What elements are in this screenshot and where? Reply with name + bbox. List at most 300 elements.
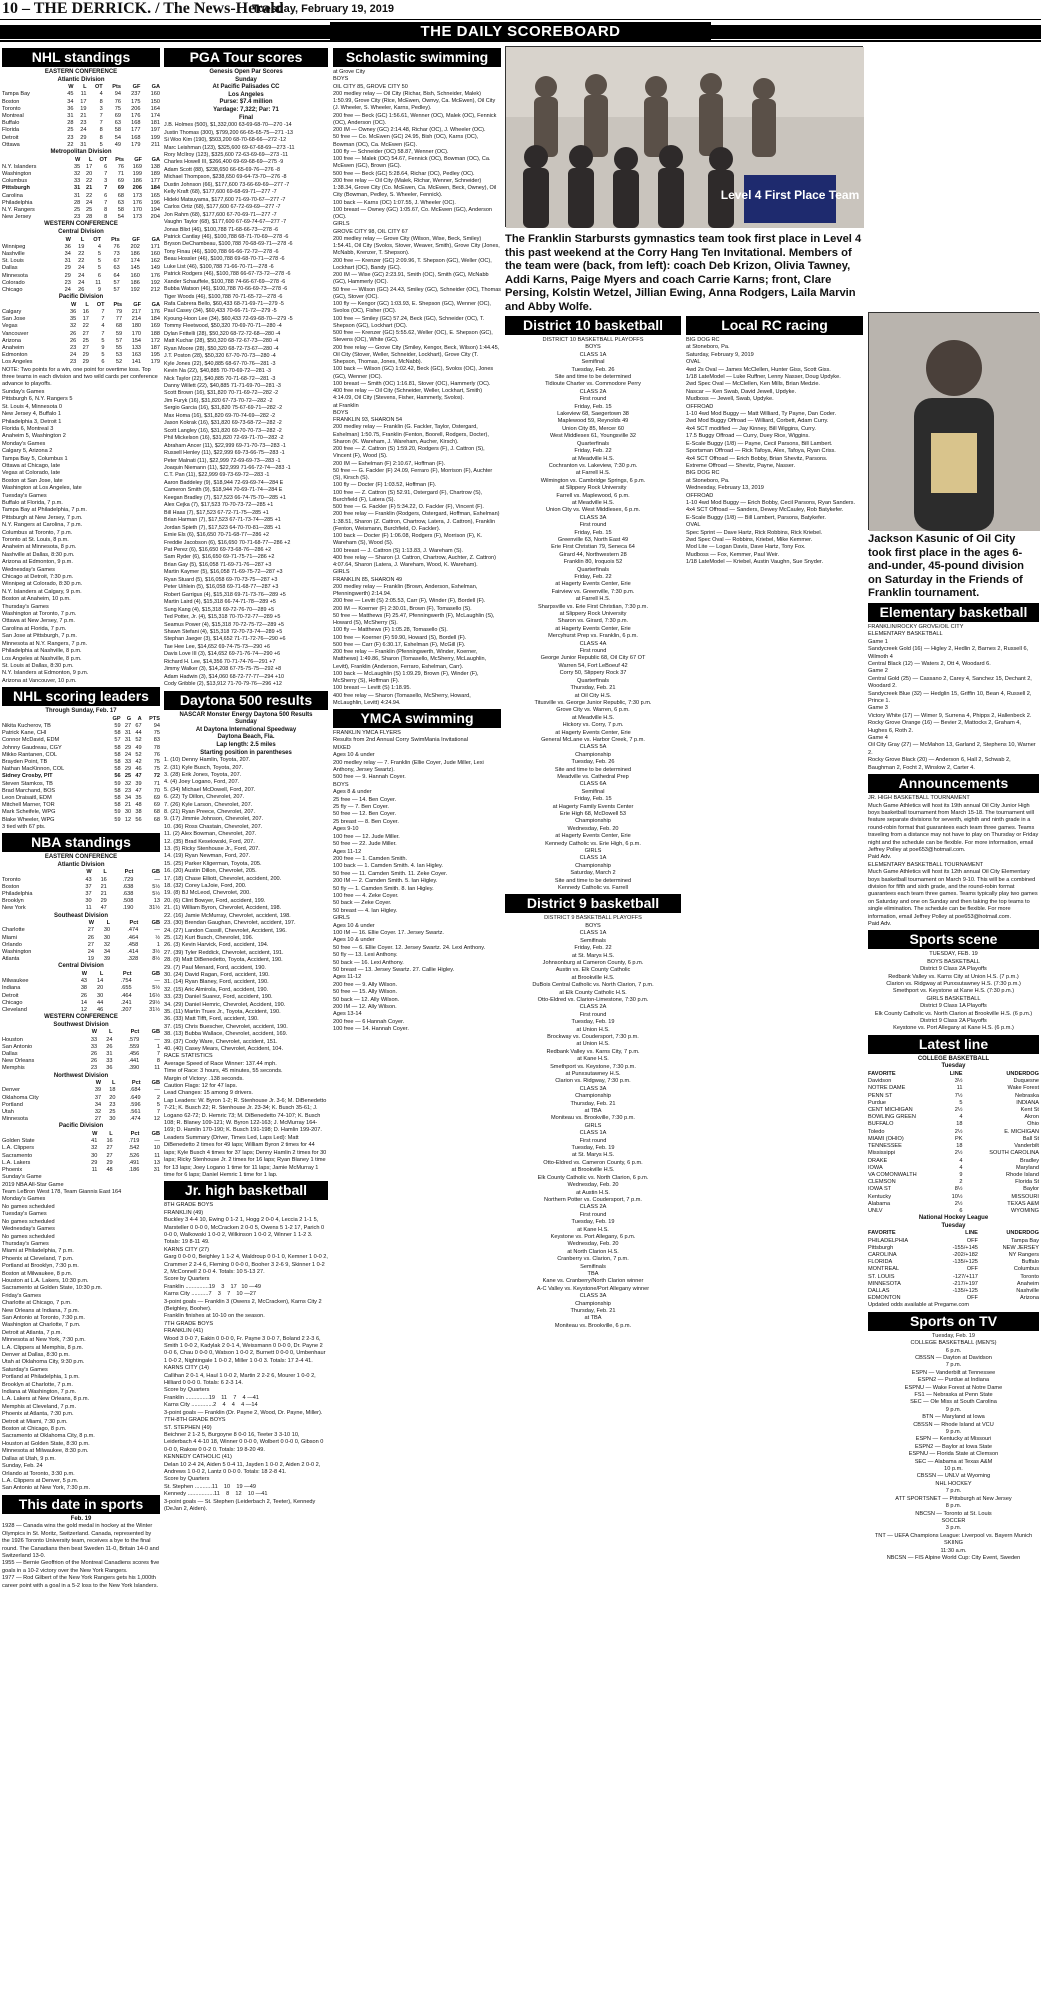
table-cell: Arizona — [2, 337, 21, 344]
table-cell: Nikita Kucherov, TB — [2, 722, 51, 729]
table-cell: .390 — [128, 1065, 140, 1072]
table-cell: 165 — [150, 192, 160, 199]
table-cell: PENN ST — [868, 1092, 893, 1099]
table-cell: .241 — [120, 999, 132, 1006]
nhl-metro-table — [2, 157, 160, 222]
table-cell: 59 — [114, 816, 121, 823]
table-cell: 26 — [69, 330, 77, 337]
table-header-cell: G — [126, 715, 132, 722]
table-cell: 21 — [80, 113, 87, 119]
table-row — [2, 309, 160, 316]
table-cell: 23 — [69, 359, 77, 366]
table-row — [2, 99, 160, 106]
table-cell: St. Louis — [2, 258, 24, 265]
table-cell: 16 — [82, 309, 89, 316]
table-cell: 35 — [74, 163, 81, 170]
table-cell: .559 — [128, 1043, 140, 1050]
table-cell: 176 — [132, 199, 142, 206]
table-cell: Indiana — [2, 985, 21, 992]
table-cell: Pittsburgh — [2, 185, 30, 192]
table-cell: 44 — [97, 999, 104, 1006]
table-cell: SOUTH CAROLINA — [989, 1150, 1039, 1157]
table-cell: .579 — [128, 1036, 140, 1043]
masthead — [0, 0, 1041, 20]
table-cell: 10 — [153, 1145, 160, 1152]
table-cell: 32 — [94, 1109, 102, 1116]
table-cell: 202 — [130, 243, 140, 250]
table-cell: 173 — [132, 192, 142, 199]
table-row — [2, 200, 160, 207]
table-cell: 94 — [153, 722, 160, 729]
table-cell: PK — [955, 1135, 963, 1142]
table-cell: San Antonio — [2, 1043, 33, 1050]
table-cell: 33 — [124, 758, 132, 765]
division-table — [2, 971, 160, 1014]
table-row — [2, 884, 160, 891]
table-cell: 18 — [109, 1087, 116, 1094]
table-cell: 174 — [130, 258, 140, 265]
table-cell: -217/+197 — [952, 1280, 978, 1287]
gymnastics-sign-text: Level 4 First Place Team — [720, 188, 860, 202]
column-6 — [868, 46, 1039, 1984]
table-cell: 20 — [109, 1094, 116, 1101]
table-cell: E. MICHIGAN — [1004, 1128, 1039, 1135]
table-cell: 11 — [91, 1167, 98, 1174]
table-cell: 179 — [131, 141, 141, 148]
table-cell: 52 — [115, 359, 123, 366]
table-cell: Kentucky — [868, 1193, 892, 1200]
table-header-row — [2, 157, 160, 164]
table-row — [868, 1274, 1039, 1281]
table-cell: 214 — [131, 316, 142, 323]
table-header-cell: GB — [151, 920, 160, 927]
division-table — [2, 869, 160, 912]
this-date-text: 1928 — Canada wins the gold medal in hockey at the Winter Olympics in St. Moritz, Switzerland. Canada, represented by the 1926 Toronto University team, receives a bye to the final round. The Canadians then beat Sweden 11-0, Britain 14-0 and Switzerland 13-0. 1955 — Bernie Geoffrion of the Montreal Canadiens scores five goals in a 10-2 victory over the New York Rangers. 1977 — Rod Gilbert of the New York Rangers gets his 1,000th career point with a goal in a 5-2 loss to the New York Islanders. — [2, 1523, 160, 1589]
nhl-div-atlantic: Atlantic Division — [57, 76, 105, 83]
table-cell: 39 — [103, 956, 111, 963]
table-cell: 22 — [82, 323, 89, 330]
table-cell: Detroit — [2, 992, 19, 999]
table-cell: .638 — [122, 883, 134, 890]
table-cell: 11 — [80, 91, 87, 98]
column-4 — [505, 314, 681, 1984]
table-row — [2, 949, 160, 956]
table-row — [2, 1058, 160, 1065]
table-cell: 16½ — [149, 992, 160, 999]
table-header-cell: L — [112, 1080, 116, 1087]
table-cell: ½ — [155, 934, 160, 941]
table-cell: New York — [2, 905, 26, 912]
table-row — [2, 752, 160, 759]
table-cell: BOWLING GREEN — [868, 1114, 916, 1121]
nba-standings-header: NBA standings — [2, 833, 160, 852]
table-cell: Washington — [2, 949, 32, 955]
gymnastics-photo-image — [506, 47, 864, 228]
table-header-cell: W — [91, 1029, 98, 1036]
table-cell: .464 — [120, 992, 132, 999]
table-cell: 29 — [64, 272, 71, 279]
table-cell: 11 — [956, 1085, 963, 1092]
table-cell: 35 — [135, 794, 142, 801]
table-cell: 56 — [135, 816, 142, 823]
table-cell: 6 — [97, 272, 102, 279]
table-cell: 31 — [64, 258, 71, 265]
table-row — [2, 345, 160, 352]
table-header-cell — [2, 1080, 87, 1087]
table-row — [2, 1160, 160, 1167]
table-header-cell — [2, 157, 68, 164]
table-row — [2, 985, 160, 992]
table-row — [2, 781, 160, 788]
table-cell: 39 — [94, 1087, 102, 1094]
table-cell: 5½ — [152, 985, 160, 992]
table-cell: Kent St — [1020, 1107, 1039, 1114]
table-row — [868, 1194, 1039, 1201]
table-cell: 29 — [82, 359, 89, 366]
table-row — [2, 766, 160, 773]
table-cell: 19 — [80, 105, 87, 112]
table-cell: N.Y. Islanders — [2, 163, 37, 170]
table-cell: 11 — [85, 905, 92, 912]
table-cell: 45 — [67, 91, 74, 98]
table-cell: 186 — [132, 178, 142, 185]
table-cell: DRAKE — [868, 1157, 888, 1164]
table-cell: 76 — [117, 163, 124, 170]
table-cell: Steven Stamkos, TB — [2, 780, 53, 787]
table-cell: 170 — [131, 330, 142, 337]
table-row — [2, 1116, 160, 1123]
table-cell: 25 — [86, 207, 93, 214]
table-cell: 8½ — [954, 1186, 963, 1193]
nhl-div-central: Central Division — [58, 229, 104, 236]
table-row — [2, 1037, 160, 1044]
table-cell: Columbus — [2, 178, 28, 185]
table-cell: 23 — [69, 345, 77, 352]
table-row — [868, 1259, 1039, 1266]
table-row — [868, 1150, 1039, 1157]
table-row — [2, 193, 160, 200]
page-title: 10 – THE DERRICK. / The News-Herald — [2, 0, 284, 17]
table-cell: Nebraska — [1015, 1092, 1039, 1099]
table-cell: 8 — [104, 207, 108, 214]
table-row — [868, 1179, 1039, 1186]
table-cell: CENT MICHIGAN — [868, 1107, 913, 1114]
table-header-cell: GP — [112, 715, 121, 722]
table-header-cell: LINE — [965, 1230, 978, 1237]
table-cell: .474 — [129, 1116, 141, 1123]
table-row — [868, 1114, 1039, 1121]
table-cell: 6 — [104, 192, 108, 199]
table-cell: — — [154, 1087, 160, 1094]
gymnastics-caption-block — [505, 230, 863, 312]
table-row — [2, 120, 160, 127]
table-cell: MINNESOTA — [868, 1280, 901, 1287]
table-cell: 24 — [78, 279, 85, 286]
nhl-scoring-note: 3 tied with 67 pts. — [2, 823, 46, 830]
table-cell: 25 — [109, 1109, 116, 1116]
table-cell: 58 — [114, 766, 121, 773]
table-header-cell: OT — [99, 156, 108, 163]
nba-east-groups — [2, 862, 160, 1014]
table-row — [2, 723, 160, 730]
table-cell: Bradley — [1020, 1157, 1039, 1164]
nhl-conf-west: WESTERN CONFERENCE — [44, 221, 118, 228]
table-cell: 5 — [99, 141, 103, 148]
table-cell: Miami — [2, 934, 17, 941]
table-header-cell: OT — [93, 236, 102, 243]
table-cell: 29 — [64, 265, 71, 272]
table-cell: 154 — [131, 337, 142, 344]
latest-line-nhl-table — [868, 1230, 1039, 1302]
table-row — [868, 1078, 1039, 1085]
table-cell: 69 — [153, 802, 160, 809]
table-cell: Carolina — [2, 192, 23, 199]
table-header-cell: L — [85, 301, 89, 308]
table-cell: 94 — [114, 91, 121, 98]
table-cell: 168 — [131, 134, 141, 141]
table-cell: Oklahoma City — [2, 1094, 39, 1101]
table-cell: 186 — [130, 251, 140, 258]
table-cell: 164 — [150, 105, 160, 112]
table-cell: 195 — [150, 352, 160, 359]
table-cell: 57 — [115, 337, 123, 344]
table-cell: 172 — [150, 337, 160, 344]
table-header-cell: GB — [151, 971, 160, 977]
nhl-div-metro: Metropolitan Division — [50, 149, 112, 156]
table-cell: 32 — [74, 171, 81, 178]
table-cell: 30 — [91, 1152, 98, 1159]
table-cell: .754 — [120, 978, 132, 985]
table-cell: MONTREAL — [868, 1266, 900, 1273]
table-header-cell: GF — [133, 301, 142, 308]
table-cell: Toledo — [868, 1128, 885, 1135]
table-cell: Denver — [2, 1087, 21, 1094]
table-cell: 5 — [101, 352, 105, 359]
table-cell: .655 — [120, 985, 132, 992]
table-cell: 160 — [150, 91, 160, 98]
table-row — [2, 898, 160, 905]
table-cell: 53 — [115, 352, 123, 359]
table-cell: Ottawa — [2, 141, 20, 148]
table-cell: 58 — [114, 127, 121, 134]
table-row — [2, 1044, 160, 1051]
table-row — [2, 91, 160, 98]
table-cell: .526 — [128, 1152, 140, 1159]
table-cell: 17 — [86, 163, 93, 170]
table-cell: 67 — [135, 722, 142, 729]
division-title: Southwest Division — [53, 1021, 109, 1028]
table-cell: .458 — [127, 941, 139, 948]
table-cell: 28 — [67, 120, 74, 127]
table-cell: 58 — [114, 758, 121, 765]
sports-on-tv-header: Sports on TV — [868, 1312, 1039, 1331]
banner-rule-right — [711, 25, 1041, 39]
table-cell: 14 — [80, 999, 88, 1006]
table-cell: .491 — [128, 1159, 140, 1166]
table-cell: 30 — [103, 927, 111, 934]
table-row — [2, 185, 160, 192]
table-row — [2, 331, 160, 338]
table-cell: 7 — [104, 199, 108, 206]
table-cell: .328 — [127, 956, 139, 963]
division-table — [2, 1029, 160, 1072]
table-cell: Boston — [2, 98, 20, 105]
table-cell: 63 — [114, 120, 121, 127]
table-row — [2, 207, 160, 214]
table-cell: 9 — [101, 345, 105, 352]
table-header-cell: LINE — [949, 1071, 963, 1078]
table-cell: 5 — [101, 337, 105, 344]
table-cell: 169 — [132, 163, 142, 170]
table-row — [868, 1186, 1039, 1193]
table-cell: Dallas — [2, 1051, 18, 1058]
table-cell: 176 — [131, 113, 141, 119]
table-cell: 2 — [156, 1094, 160, 1101]
nhl-standings-header: NHL standings — [2, 48, 160, 67]
table-cell: 16 — [100, 876, 107, 883]
table-cell: .207 — [120, 1007, 132, 1014]
elementary-results: FRANKLIN/ROCKY GROVE/OIL CITY ELEMENTARY BASKETBALL Game 1 Sandycreek Gold (16) — Higley 2, Hedlin 2, Barnes 2, Russell 6, Wilmoth 4 Central Black (12) — Waters 2, Ott 4, Woodard 6. Game 2 Central Gold (25) — Cassano 2, Carey 4, Sanchez 15, Dechant 2, Woodard 2. Sandycreek Blue (32) — Hedglin 15, Griffin 10, Bean 4, Russell 2, Prince 1. Game 3 Victory White (17) — Wimer 9, Surrena 4, Phipps 2, Hallenbeck 2. Rocky Grove Orange (16) — Bevier 2, Mattocks 2, Graham 4, Hughes 6, Roth 2. Game 4 Oil City Gray (27) — McMahon 13, Garland 2, Stephens 10, Warner 2. Rocky Grove Black (20) — Anderson 6, Hall 2, Schwab 2, Baughman 2, Focht 2, Winslow 2, Carter 4. — [868, 623, 1036, 771]
table-cell: 59 — [114, 780, 121, 787]
table-header-cell: FAVORITE — [868, 1230, 896, 1237]
table-cell: Alabama — [868, 1200, 891, 1207]
table-header-row — [868, 1071, 1039, 1078]
table-cell: Buffalo — [1021, 1259, 1039, 1266]
table-cell: CLEMSON — [868, 1179, 896, 1186]
table-cell: 23 — [67, 134, 74, 141]
table-header-cell: W — [81, 971, 88, 977]
table-cell: 54 — [117, 214, 124, 221]
table-cell: 25 — [82, 337, 89, 344]
column-3 — [333, 46, 501, 1984]
table-cell: OFF — [966, 1266, 978, 1273]
table-header-cell: Pct — [130, 1029, 140, 1036]
table-cell: 48 — [106, 1167, 113, 1174]
table-cell: 7 — [99, 113, 103, 119]
nhl-schedule: NOTE: Two points for a win, one point for overtime loss. Top three teams in each division and two wild cards per conference advance to playoffs. Sunday's Games Pittsburgh 6, N.Y. Rangers 5 St. Louis 4, Minnesota 0 New Jersey 4, Buffalo 1 Philadelphia 3, Detroit 1 Florida 6, Montreal 3 Anaheim 5, Washington 2 Monday's Games Calgary 5, Arizona 2 Tampa Bay 5, Columbus 1 Ottawa at Chicago, late Vegas at Colorado, late Boston at San Jose, late Washington at Los Angeles, late Tuesday's Games Buffalo at Florida, 7 p.m. Tampa Bay at Philadelphia, 7 p.m. Pittsburgh at New Jersey, 7 p.m. N.Y. Rangers at Carolina, 7 p.m. Columbus at Toronto, 7 p.m. Toronto at St. Louis, 8 p.m. Anaheim at Minnesota, 8 p.m. Nashville at Dallas, 8:30 p.m. Arizona at Edmonton, 9 p.m. Wednesday's Games Chicago at Detroit, 7:30 p.m. Winnipeg at Colorado, 8:30 p.m. N.Y. Islanders at Calgary, 9 p.m. Boston at Anaheim, 10 p.m. Thursday's Games Washington at Toronto, 7 p.m. Ottawa at New Jersey, 7 p.m. Carolina at Florida, 7 p.m. San Jose at Pittsburgh, 7 p.m. Minnesota at N.Y. Rangers, 7 p.m. Philadelphia at Nashville, 8 p.m. Los Angeles at Nashville, 8 p.m. St. Louis at Dallas, 8:30 p.m. N.Y. Islanders at Edmonton, 9 p.m. Arizona at Vancouver, 10 p.m. — [2, 366, 158, 684]
table-cell: .561 — [129, 1109, 141, 1116]
table-cell: 211 — [151, 141, 160, 148]
table-cell: Chicago — [2, 999, 23, 1006]
page-date: Tuesday, February 19, 2019 — [252, 3, 395, 15]
table-cell: 184 — [150, 185, 160, 192]
nhl-div-pacific: Pacific Division — [58, 294, 104, 301]
table-cell: MISSOURI — [1011, 1193, 1039, 1200]
table-cell: Mississippi — [868, 1150, 896, 1157]
table-cell: 8 — [99, 134, 103, 141]
table-cell: 59 — [115, 330, 123, 337]
table-cell: 31 — [80, 141, 87, 148]
table-cell: 34 — [67, 98, 74, 105]
table-header-cell: A — [137, 715, 142, 722]
table-cell: Columbus — [1013, 1266, 1039, 1273]
table-cell: FLORIDA — [868, 1259, 893, 1266]
table-header-cell: Pts — [115, 156, 124, 163]
table-cell: 5½ — [152, 883, 160, 890]
table-header-cell — [2, 1029, 82, 1036]
nhl-scoring-header: NHL scoring leaders — [2, 687, 160, 706]
table-cell: 70 — [153, 787, 160, 794]
table-cell: .684 — [129, 1087, 141, 1094]
table-cell: 173 — [132, 214, 142, 221]
division-table — [2, 1131, 160, 1174]
table-cell: 24 — [69, 352, 77, 359]
table-row — [2, 338, 160, 345]
table-cell: 30 — [124, 809, 132, 816]
table-cell: San Jose — [2, 316, 26, 323]
table-header-row — [2, 869, 160, 876]
table-cell: Toronto — [2, 105, 21, 112]
table-header-row — [2, 971, 160, 978]
table-cell: .508 — [122, 898, 134, 905]
table-row — [2, 251, 160, 258]
table-row — [2, 795, 160, 802]
table-cell: 199 — [132, 171, 142, 178]
table-cell: 25 — [124, 773, 132, 780]
table-cell: 8 — [99, 127, 103, 134]
column-5-content — [686, 314, 863, 1984]
table-cell: 49 — [135, 744, 142, 751]
announcements-header: Announcements — [868, 774, 1039, 793]
table-cell: 29 — [91, 1159, 98, 1166]
table-cell: 189 — [150, 171, 160, 178]
table-cell: 206 — [132, 185, 142, 192]
table-cell: 68 — [117, 192, 124, 199]
table-cell: -135/+125 — [952, 1259, 978, 1266]
table-cell: PHILADELPHIA — [868, 1237, 909, 1244]
table-cell: DALLAS — [868, 1287, 890, 1294]
division-table — [2, 1080, 160, 1123]
wrestler-photo-image — [869, 313, 1040, 531]
table-cell: Toronto — [1020, 1273, 1039, 1280]
table-header-row — [2, 1029, 160, 1036]
table-cell: 13 — [153, 898, 160, 905]
table-header-cell — [2, 302, 64, 309]
table-cell: 37 — [94, 1094, 102, 1101]
table-row — [2, 113, 160, 120]
table-row — [2, 759, 160, 766]
table-cell: INDIANA — [1016, 1099, 1039, 1106]
table-cell: Nashville — [1016, 1287, 1039, 1294]
table-cell: 43 — [80, 978, 88, 985]
table-cell: 35 — [69, 316, 77, 323]
table-cell: 6 — [101, 359, 105, 366]
table-cell: 24 — [80, 127, 87, 134]
table-cell: — — [154, 1138, 160, 1145]
table-cell: L.A. Lakers — [2, 1159, 31, 1166]
table-cell: Phoenix — [2, 1167, 23, 1174]
table-row — [2, 1153, 160, 1160]
table-cell: 30 — [103, 934, 111, 941]
table-cell: Sidney Crosby, PIT — [2, 773, 53, 780]
table-cell: NY Rangers — [1008, 1251, 1039, 1258]
table-row — [868, 1100, 1039, 1107]
scholastic-swimming-header: Scholastic swimming — [333, 48, 501, 67]
table-cell: 42 — [135, 758, 142, 765]
table-cell: Ohio — [1027, 1121, 1039, 1128]
local-rc-results: BIG DOG RC at Stoneboro, Pa. Saturday, February 9, 2019 OVAL 4wd 2s Oval — James McClellen, Hunter Giss, Scott Giss. 1/18 LateModel — Luke Ruffner, Lenny Nasser, Doug Updyke. 2wd Spec Oval — McClellen, Ken Mills, Brian Medzie. Nascar — Ken Swab, David Jewell, Updyke. Mudboss — Jewell, Swab, Updyke. OFFROAD 1-10 4wd Mod Buggy — Matt Williard, Ty Payne, Dan Coder. 2wd Mod Buggy Offroad — Williard, Corbett, Adam Curry. 4x4 SCT modified — Jay Kinney, Bill Wiggins, Curry. 17.5 Buggy Offroad — Curry, Duey Rice, Wiggins. E-Scale Buggy (1/8) — Payne, Cecil Parsons, Bill Lambert. Sportsman Offroad — Rick Tafoya, Alex, Tafoya, Ryan Criss. 4x4 SCT Offroad — Erich Bobby, Brian Shevitz, Parsons. Extreme Offroad — Shevitz, Payne, Nasser. BIG DOG RC at Stoneboro, Pa. Wednesday, February 13, 2019 OFFROAD 1-10 4wd Mod Buggy — Erich Bobby, Cecil Parsons, Ryan Sanders. 4x4 SCT Offroad — Sanders, Dewey McCauley, Rob Batykefer. E-Scale Buggy (1/8) — Bill Lambert, Parsons, Batykefer. OVAL Spec Sprint — Dave Hartz, Rick Robbins, Rick Kriebel. 2wd Spec Oval — Robbins, Kriebel, Mike Kemmer. Mod Lite — Logan Davis, Dave Hartz, Tony Fox. Mudboss — Fox, Kemmer, Paul Weir. 1/18 LateModel — Kriebel, Austin Vaughn, Sue Snyder. — [686, 337, 856, 566]
table-cell: 73 — [113, 251, 120, 258]
table-cell: 59 — [114, 809, 121, 816]
table-cell: 26 — [87, 934, 94, 941]
district9-results: DISTRICT 9 BASKETBALL PLAYOFFS BOYS CLASS 1A Semifinals Friday, Feb. 22 at St. Marys H.S. Johnsonburg at Cameron County, 6 p.m. Austin vs. Elk County Catholic at Brookville H.S. DuBois Central Catholic vs. North Clarion, 7 p.m. at Elk County Catholic H.S. Otto-Eldred vs. Clarion-Limestone, 7:30 p.m. CLASS 2A First round Tuesday, Feb. 19 at Union H.S. Brockway vs. Coudersport, 7:30 p.m. at Union H.S. Redbank Valley vs. Karns City, 7 p.m. at Kane H.S. Smethport vs. Keystone, 7:30 p.m. at Punxsutawney H.S. Clarion vs. Ridgway, 7:30 p.m. CLASS 3A Championship Thursday, Feb. 21 at TBA Moniteau vs. Brookville, 7:30 p.m. GIRLS CLASS 1A First round Tuesday, Feb. 19 at St. Marys H.S. Otto-Eldred vs. Cameron County, 6 p.m. at Brookville H.S. Elk County Catholic vs. North Clarion, 6 p.m. Wednesday, Feb. 20 at Austin H.S. Northern Potter vs. Coudersport, 7 p.m. CLASS 2A First round Tuesday, Feb. 19 at Kane H.S. Keystone vs. Port Allegany, 6 p.m. Wednesday, Feb. 20 at North Clarion H.S. Cranberry vs. Clarion, 7 p.m. Semifinals TBA Kane vs. Cranberry/North Clarion winner A-C Valley vs. Keystone/Port Allegany winner CLASS 3A Championship Thursday, Feb. 21 at TBA Moniteau vs. Brookville, 6 p.m. — [532, 915, 654, 1329]
daytona-subhead: NASCAR Monster Energy Daytona 500 Results Sunday At Daytona International Speedway Daytona Beach, Fla. Lap length: 2.5 miles Starting position in parentheses — [179, 711, 313, 756]
table-cell: 4 — [959, 1157, 963, 1164]
table-header-cell: GB — [151, 1131, 160, 1138]
table-cell: — — [154, 1036, 160, 1043]
table-header-row — [2, 1080, 160, 1087]
table-row — [868, 1093, 1039, 1100]
